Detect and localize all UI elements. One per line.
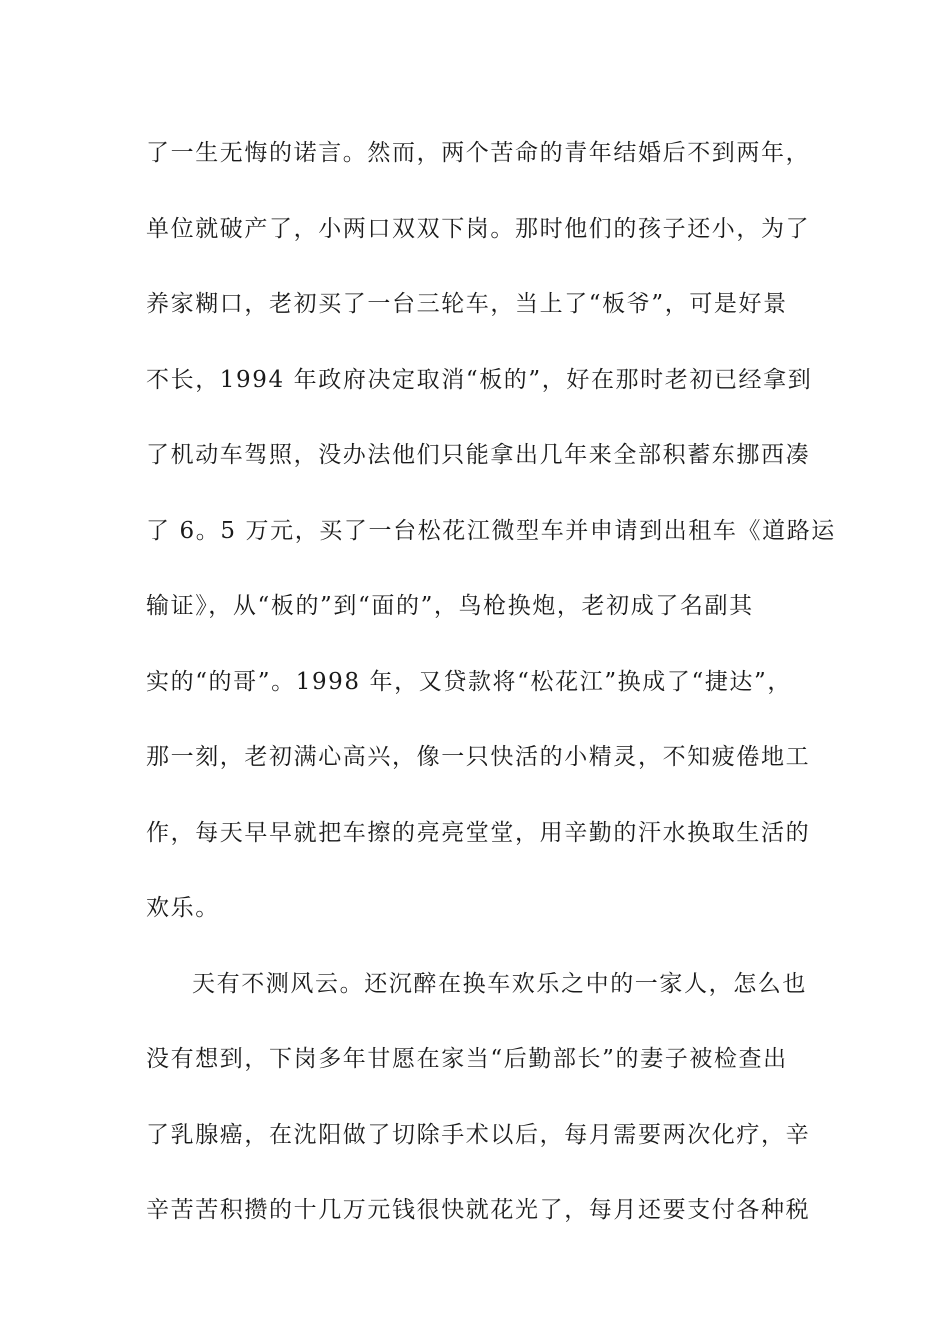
- text-line: 作，每天早早就把车擦的亮亮堂堂，用辛勤的汗水换取生活的: [146, 819, 811, 846]
- text-line: 了机动车驾照，没办法他们只能拿出几年来全部积蓄东挪西凑: [146, 442, 811, 468]
- text-line: 实的“的哥”。1998 年，又贷款将“松花江”换成了“捷达”，: [146, 668, 792, 695]
- text-line: 不长，1994 年政府决定取消“板的”，好在那时老初已经拿到: [146, 366, 813, 393]
- text-line: 辛苦苦积攒的十几万元钱很快就花光了，每月还要支付各种税: [146, 1197, 811, 1223]
- text-line: 了乳腺癌，在沈阳做了切除手术以后，每月需要两次化疗，辛: [146, 1121, 811, 1148]
- text-line: 没有想到，下岗多年甘愿在家当“后勤部长”的妻子被检查出: [146, 1046, 788, 1072]
- paragraph-start-line: 天有不测风云。还沉醉在换车欢乐之中的一家人，怎么也: [192, 970, 807, 997]
- text-line: 输证》，从“板的”到“面的”，鸟枪换炮，老初成了名副其: [146, 593, 754, 619]
- text-line: 养家糊口，老初买了一台三轮车，当上了“板爷”，可是好景: [146, 291, 788, 317]
- text-line: 那一刻，老初满心高兴，像一只快活的小精灵，不知疲倦地工: [146, 744, 811, 770]
- text-line: 了 6。5 万元，买了一台松花江微型车并申请到出租车《道路运: [146, 517, 836, 544]
- body-text: [146, 130, 836, 1263]
- text-line: 了一生无悔的诺言。然而，两个苦命的青年结婚后不到两年，: [146, 140, 811, 166]
- text-line: 单位就破产了，小两口双双下岗。那时他们的孩子还小，为了: [146, 215, 811, 242]
- text-line: 欢乐。: [146, 895, 220, 921]
